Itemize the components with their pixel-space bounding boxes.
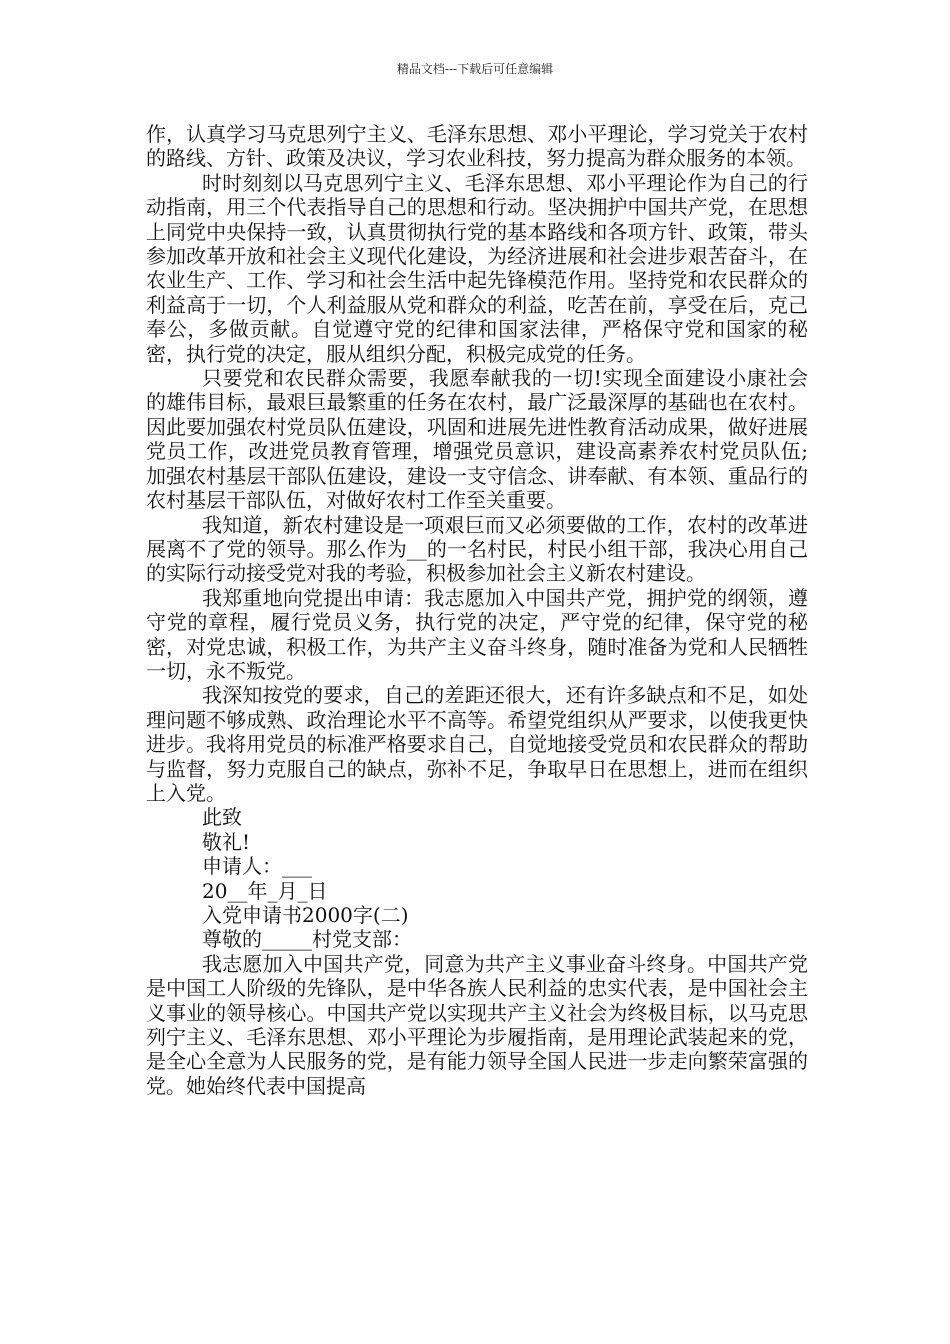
recipient-line: 尊敬的_____村党支部：	[202, 927, 412, 952]
document-body	[146, 122, 808, 1098]
closing-respect: 敬礼!	[202, 829, 251, 854]
paragraph-guidance: 时时刻刻以马克思列宁主义、毛泽东思想、邓小平理论作为自己的行动指南，用三个代表指导自己的思想和行动。坚决拥护中国共产党，在思想上同党中央保持一致，认真贯彻执行党的基本路线和各项方针、政策，带头参加改革开放和社会主义现代化建设，为经济进展和社会进步艰苦奋斗，在农业生产、工作、学习和社会生活中起先锋模范作用。坚持党和农民群众的利益高于一切，个人利益服从党和群众的利益，吃苦在前，享受在后，克己奉公，多做贡献。自觉遵守党的纪律和国家法律，严格保守党和国家的秘密，执行党的决定，服从组织分配，积极完成党的任务。	[146, 170, 808, 366]
applicant-line: 申请人：___	[202, 854, 312, 879]
page-header: 精品文档---下载后可任意编辑	[396, 62, 554, 76]
closing-salutation: 此致	[202, 805, 242, 830]
paragraph-second-letter: 我志愿加入中国共产党，同意为共产主义事业奋斗终身。中国共产党是中国工人阶级的先锋队，是中华各族人民利益的忠实代表，是中国社会主义事业的领导核心。中国共产党以实现共产主义社会为终极目标，以马克思列宁主义、毛泽东思想、邓小平理论为步履指南，是用理论武装起来的党，是全心全意为人民服务的党，是有能力领导全国人民进一步走向繁荣富强的党。她始终代表中国提高	[146, 951, 808, 1098]
section-title: 入党申请书2000字(二)	[202, 903, 409, 927]
paragraph-application-statement: 我郑重地向党提出申请：我志愿加入中国共产党，拥护党的纲领，遵守党的章程，履行党员义务，执行党的决定，严守党的纪律，保守党的秘密，对党忠诚，积极工作，为共产主义奋斗终身，随时准备为党和人民牺牲一切，永不叛党。	[146, 585, 808, 683]
paragraph-self-assessment: 我深知按党的要求，自己的差距还很大，还有许多缺点和不足，如处理问题不够成熟、政治理论水平不高等。希望党组织从严要求，以使我更快进步。我将用党员的标准严格要求自己，自觉地接受党员和农民群众的帮助与监督，努力克服自己的缺点，弥补不足，争取早日在思想上，进而在组织上入党。	[146, 683, 808, 805]
paragraph-new-countryside: 我知道，新农村建设是一项艰巨而又必须要做的工作，农村的改革进展离不了党的领导。那么作为__的一名村民，村民小组干部，我决心用自己的实际行动接受党对我的考验，积极参加社会主义新农村建设。	[146, 512, 808, 586]
paragraph-continued: 作，认真学习马克思列宁主义、毛泽东思想、邓小平理论，学习党关于农村的路线、方针、政策及决议，学习农业科技，努力提高为群众服务的本领。	[146, 122, 808, 171]
paragraph-dedication: 只要党和农民群众需要，我愿奉献我的一切!实现全面建设小康社会的雄伟目标，最艰巨最繁重的任务在农村，最广泛最深厚的基础也在农村。因此要加强农村党员队伍建设，巩固和进展先进性教育活动成果，做好进展党员工作，改进党员教育管理，增强党员意识，建设高素养农村党员队伍;加强农村基层干部队伍建设，建设一支守信念、讲奉献、有本领、重品行的农村基层干部队伍，对做好农村工作至关重要。	[146, 366, 808, 513]
date-line: 20__年_月_日	[202, 878, 328, 903]
